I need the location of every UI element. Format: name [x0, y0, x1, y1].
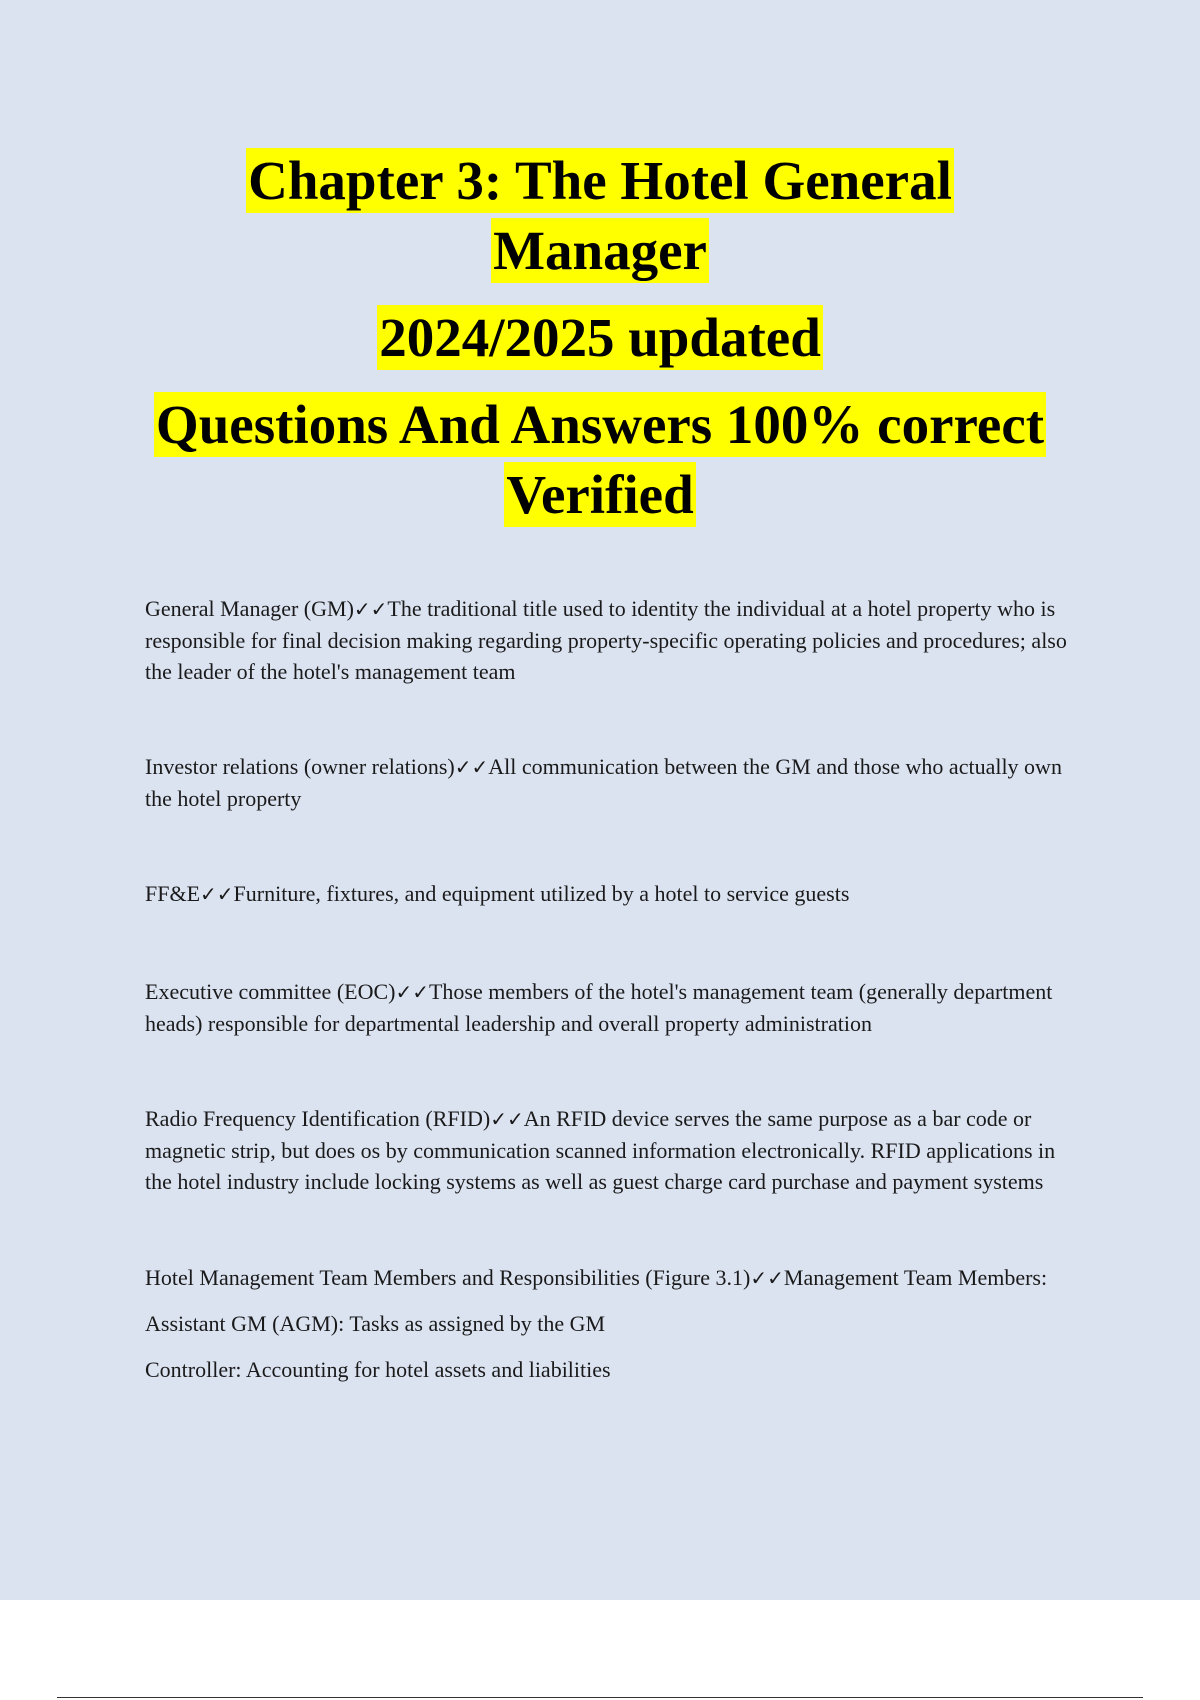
- entry-definition: An RFID device serves the same purpose as a bar code or magnetic strip, but does os by communication scanned information electronically. RFID applications in the hotel industry include locking systems as well as guest charge card purchase and payment systems: [145, 1106, 1056, 1194]
- double-check-icon: ✓✓: [750, 1266, 784, 1290]
- entry-management-team: [145, 1262, 1085, 1294]
- title-line-3: 2024/2025 updated: [379, 307, 821, 368]
- title-line-4: Questions And Answers 100% correct: [155, 394, 1045, 455]
- entry-definition: The traditional title used to identity the individual at a hotel property who is responsible for final decision making regarding property-specific operating policies and procedures; also the leader of the hotel's management team: [145, 596, 1067, 684]
- entry-general-manager: [145, 593, 1085, 687]
- entry-term: Executive committee (EOC): [145, 979, 396, 1004]
- entry-definition: Those members of the hotel's management team (generally department heads) responsible for departmental leadership and overall property administration: [145, 979, 1053, 1036]
- entry-rfid: [145, 1103, 1085, 1197]
- double-check-icon: ✓✓: [395, 980, 429, 1004]
- double-check-icon: ✓✓: [490, 1107, 524, 1131]
- entry-definition: All communication between the GM and those who actually own the hotel property: [145, 754, 1062, 811]
- double-check-icon: ✓✓: [353, 597, 388, 621]
- entry-investor-relations: [145, 751, 1085, 814]
- document-title: [0, 146, 1200, 530]
- document-body: [145, 593, 1085, 1385]
- double-check-icon: ✓✓: [454, 755, 489, 779]
- entry-term: Hotel Management Team Members and Responsibilities (Figure 3.1): [145, 1265, 751, 1290]
- management-team-line-controller: Controller: Accounting for hotel assets and liabilities: [145, 1357, 611, 1382]
- title-line-5: Verified: [506, 464, 694, 525]
- entry-term: General Manager (GM): [145, 596, 354, 621]
- entry-definition: Management Team Members:: [783, 1265, 1048, 1290]
- entry-ffe: [145, 878, 1085, 910]
- management-team-line-agm: Assistant GM (AGM): Tasks as assigned by the GM: [145, 1311, 606, 1336]
- entry-term: Radio Frequency Identification (RFID): [145, 1106, 491, 1131]
- entry-definition: Furniture, fixtures, and equipment utilized by a hotel to service guests: [233, 881, 850, 906]
- title-line-2: Manager: [493, 220, 707, 281]
- entry-term: Investor relations (owner relations): [145, 754, 455, 779]
- entry-executive-committee: [145, 976, 1085, 1039]
- double-check-icon: ✓✓: [200, 882, 234, 906]
- title-line-1: Chapter 3: The Hotel General: [248, 150, 952, 211]
- footer-divider: [57, 1697, 1143, 1698]
- entry-term: FF&E: [145, 881, 201, 906]
